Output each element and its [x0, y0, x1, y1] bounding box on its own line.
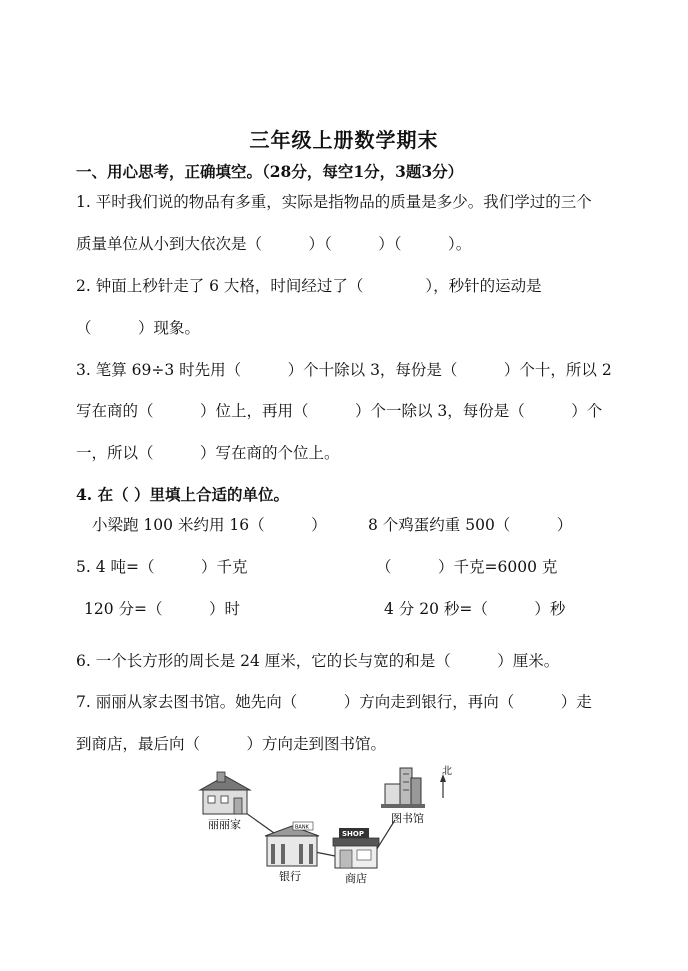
- bank-label: 银行: [279, 870, 301, 883]
- question-5-item-a: 5. 4 吨=（ ）千克: [76, 558, 248, 576]
- question-2-line-1: 2. 钟面上秒针走了 6 大格，时间经过了（ ），秒针的运动是: [76, 277, 542, 295]
- question-7-line-2: 到商店，最后向（ ）方向走到图书馆。: [76, 735, 387, 753]
- question-3-line-3: 一，所以（ ）写在商的个位上。: [76, 444, 340, 462]
- question-5-item-b: （ ）千克=6000 克: [376, 558, 558, 576]
- question-3-line-2: 写在商的（ ）位上，再用（ ）个一除以 3，每份是（ ）个: [76, 402, 603, 420]
- question-1-line-2: 质量单位从小到大依次是（ ）（ ）（ ）。: [76, 235, 472, 253]
- question-2-line-2: （ ）现象。: [76, 319, 201, 337]
- home-label: 丽丽家: [208, 818, 241, 831]
- shop-label: 商店: [345, 872, 367, 885]
- question-5-item-d: 4 分 20 秒=（ ）秒: [384, 600, 566, 618]
- question-4-item-b: 8 个鸡蛋约重 500（ ）: [368, 516, 573, 534]
- question-1-line-1: 1. 平时我们说的物品有多重，实际是指物品的质量是多少。我们学过的三个: [76, 193, 592, 211]
- question-4-heading: 4. 在（ ）里填上合适的单位。: [76, 485, 289, 504]
- question-6: 6. 一个长方形的周长是 24 厘米，它的长与宽的和是（ ）厘米。: [76, 652, 560, 670]
- route-map: [195, 760, 465, 886]
- section-heading: 一、用心思考，正确填空。（28分，每空1分，3题3分）: [76, 162, 464, 181]
- question-3-line-1: 3. 笔算 69÷3 时先用（ ）个十除以 3，每份是（ ）个十，所以 2: [76, 361, 612, 379]
- question-4-item-a: 小梁跑 100 米约用 16（ ）: [92, 516, 327, 534]
- bank-sign: BANK: [295, 824, 309, 831]
- shop-sign: SHOP: [342, 830, 364, 838]
- page-title: 三年级上册数学期末: [249, 128, 439, 152]
- question-5-item-c: 120 分=（ ）时: [84, 600, 240, 618]
- question-7-line-1: 7. 丽丽从家去图书馆。她先向（ ）方向走到银行，再向（ ）走: [76, 693, 592, 711]
- library-label: 图书馆: [391, 812, 424, 825]
- north-label: 北: [442, 766, 452, 777]
